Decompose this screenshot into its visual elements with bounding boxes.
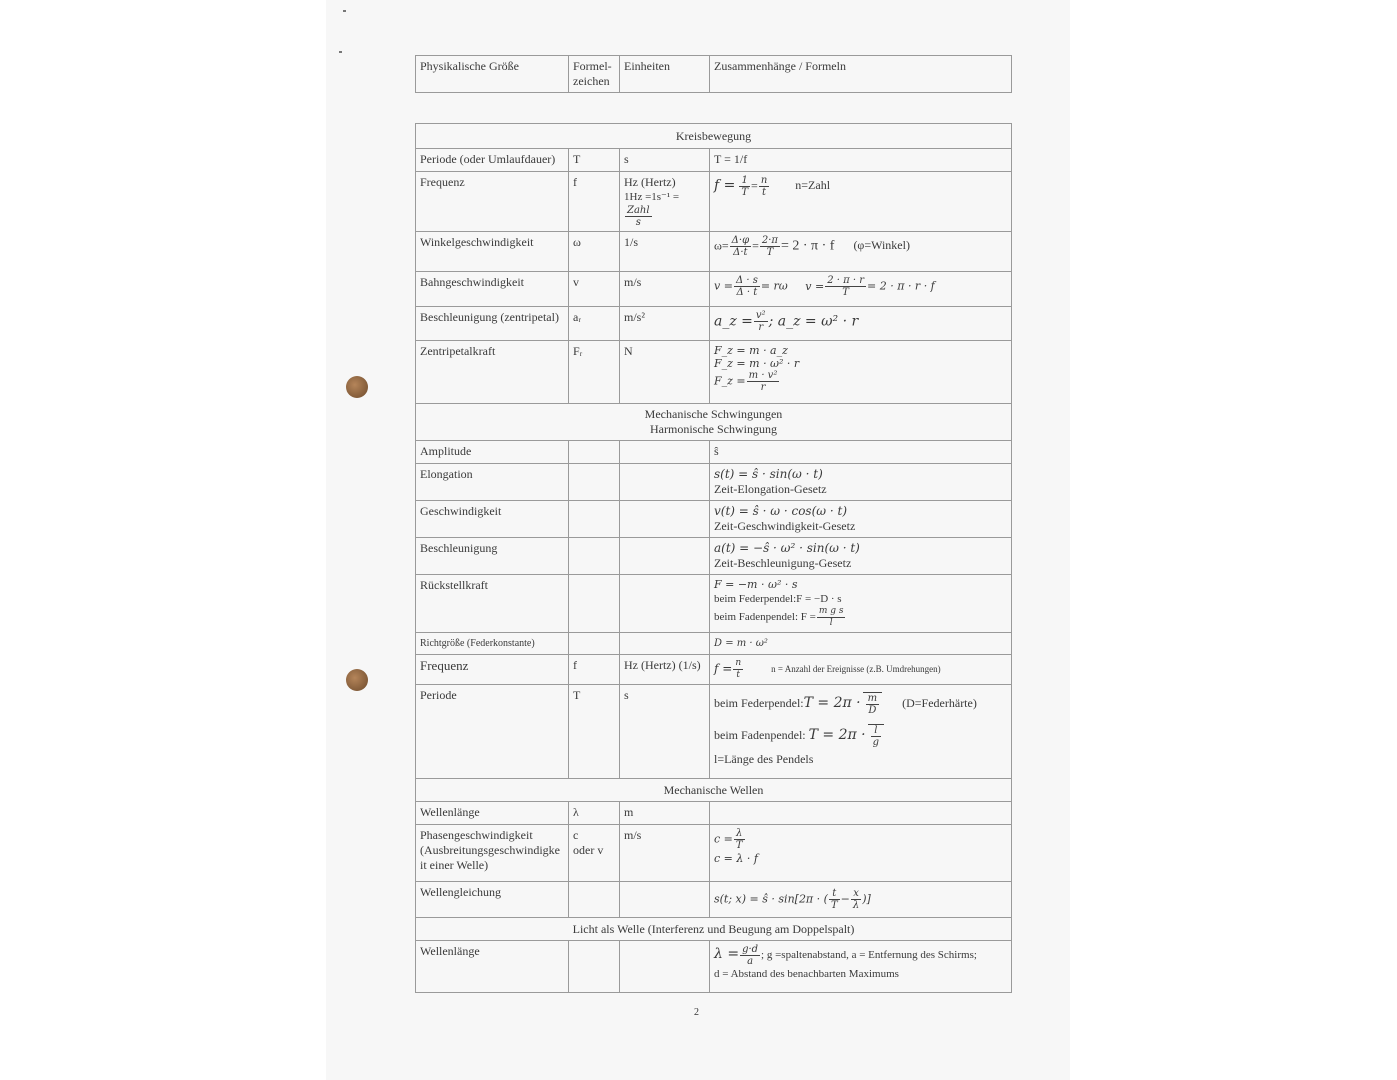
formula-line: a(t) = −ŝ · ω² · sin(ω · t) <box>714 541 860 555</box>
page-number: 2 <box>694 1007 699 1018</box>
formula-part: beim Federpendel: <box>714 695 804 710</box>
quantity-symbol: T <box>569 685 620 779</box>
quantity-unit: 1/s <box>620 232 710 272</box>
formula-line: l=Länge des Pendels <box>714 752 814 766</box>
formula-note: n = Anzahl der Ereignisse (z.B. Umdrehungen) <box>771 664 941 675</box>
formula-table <box>415 123 1012 993</box>
quantity-name: Frequenz <box>416 172 569 232</box>
quantity-name: Geschwindigkeit <box>416 501 569 538</box>
table-row <box>416 272 1012 307</box>
frac-den: r <box>760 382 766 393</box>
formula <box>710 941 1012 993</box>
formula <box>710 538 1012 575</box>
frac-num: λ <box>734 828 745 840</box>
frac-num: 2 · π · r <box>827 275 865 286</box>
formula-part: F_z = <box>714 374 746 388</box>
formula-line: c = λ · f <box>714 852 758 865</box>
table-row <box>416 882 1012 918</box>
frac-den: a <box>747 956 754 967</box>
formula: f = $\frac{1}{T}$ = $\frac{n}{t}$ n=Zahl <box>710 172 1012 232</box>
header-quantity: Physikalische Größe <box>416 56 569 93</box>
quantity-unit <box>620 172 710 232</box>
punch-hole <box>346 669 368 691</box>
frac-den: s <box>635 217 641 228</box>
quantity-symbol: v <box>569 272 620 307</box>
quantity-name: Amplitude <box>416 441 569 464</box>
table-row <box>416 307 1012 341</box>
header-table <box>415 55 1012 93</box>
formula <box>710 825 1012 882</box>
table-row <box>416 464 1012 501</box>
speck <box>339 51 342 53</box>
table-row <box>416 685 1012 779</box>
table-row <box>416 149 1012 172</box>
header-units: Einheiten <box>620 56 710 93</box>
frac-num: t <box>829 888 840 900</box>
frac-den: T <box>735 840 743 851</box>
formula <box>710 685 1012 779</box>
table-row <box>416 232 1012 272</box>
formula-line: v(t) = ŝ · ω · cos(ω · t) <box>714 504 847 518</box>
formula-part: ω= <box>714 238 729 253</box>
formula-part: f = <box>714 177 736 194</box>
frac-num: Δ·φ <box>731 235 750 246</box>
formula-part: a_z = <box>714 313 753 330</box>
frac-num: m · v² <box>748 370 778 381</box>
table-row <box>416 825 1012 882</box>
quantity-name: Winkelgeschwindigkeit <box>416 232 569 272</box>
formula <box>710 882 1012 918</box>
unit-text: 1Hz =1s⁻¹ = <box>624 191 680 203</box>
quantity-name: Periode (oder Umlaufdauer) <box>416 149 569 172</box>
table-row <box>416 802 1012 825</box>
section-subtitle: Harmonische Schwingung <box>650 422 777 436</box>
formula-part: λ = <box>714 946 740 963</box>
section-mechanische-schwingungen <box>416 404 1012 441</box>
frac-num: g·d <box>742 944 759 955</box>
frac-den: r <box>758 322 764 333</box>
formula <box>710 501 1012 538</box>
quantity-name: Frequenz <box>416 655 569 685</box>
frac-den: t <box>762 187 767 198</box>
frac-num: m <box>867 693 878 704</box>
quantity-name: Bahngeschwindigkeit <box>416 272 569 307</box>
formula-part: ; a_z = ω² · r <box>768 313 859 330</box>
law-name: Zeit-Elongation-Gesetz <box>714 482 827 496</box>
frac-den: λ <box>852 900 860 911</box>
quantity-unit: s <box>620 685 710 779</box>
frac-den: l <box>829 618 833 628</box>
frac-num: x <box>851 888 861 900</box>
formula <box>710 575 1012 633</box>
formula-part: f = <box>714 661 733 676</box>
formula <box>710 464 1012 501</box>
frac-den: T <box>830 900 838 911</box>
symbol-line: oder v <box>573 843 604 857</box>
formula-part: s(t; x) = ŝ · sin[2π · ( <box>714 892 828 906</box>
frac-den: Δ·t <box>733 247 748 258</box>
table-row <box>416 941 1012 993</box>
law-name: Zeit-Beschleunigung-Gesetz <box>714 556 852 570</box>
frac-num: v² <box>755 310 766 321</box>
frac-num: 1 <box>739 175 750 187</box>
formula-part: = 2 · π · f <box>780 238 835 254</box>
frac-num: 2·π <box>761 235 778 246</box>
table-row <box>416 655 1012 685</box>
frac-den: t <box>736 670 741 680</box>
formula-part: v = <box>714 279 733 293</box>
formula-part: ; g =spaltenabstand, a = Entfernung des Schirms; <box>761 949 977 962</box>
table-row <box>416 538 1012 575</box>
frac-num: Zahl <box>627 205 650 216</box>
table-row <box>416 441 1012 464</box>
quantity-unit: N <box>620 341 710 404</box>
quantity-unit: Hz (Hertz) (1/s) <box>620 655 710 685</box>
quantity-symbol: T <box>569 149 620 172</box>
formula-part: − <box>840 892 850 906</box>
law-name: Zeit-Geschwindigkeit-Gesetz <box>714 519 856 533</box>
table-row <box>416 341 1012 404</box>
symbol-line: c <box>573 828 579 842</box>
speck <box>343 10 346 12</box>
frac-num: l <box>871 725 881 737</box>
quantity-name: Zentripetalkraft <box>416 341 569 404</box>
punch-hole <box>346 376 368 398</box>
formula-line: F_z = m · ω² · r <box>714 357 800 370</box>
frac-num: Δ · s <box>735 275 758 286</box>
quantity-name: Richtgröße (Federkonstante) <box>416 633 569 655</box>
header-symbol: Formel-zeichen <box>569 56 620 93</box>
formula-part: beim Fadenpendel: F = <box>714 611 816 624</box>
formula <box>710 341 1012 404</box>
quantity-unit: m <box>620 802 710 825</box>
section-title: Mechanische Schwingungen <box>644 407 783 421</box>
formula-part: beim Fadenpendel: <box>714 727 806 742</box>
formula-part: )] <box>862 892 871 906</box>
formula: ω= $\frac{\Delta\cdot\varphi}{\Delta\cdot t}$ = $\frac{2\cdot\pi}{T}$ = 2 · π · f (φ=Winkel) <box>710 232 1012 272</box>
frac-den: T <box>766 247 774 258</box>
frac-den: D <box>868 705 877 716</box>
quantity-symbol: Fᵣ <box>569 341 620 404</box>
quantity-symbol: ω <box>569 232 620 272</box>
formula-line: s(t) = ŝ · sin(ω · t) <box>714 467 823 481</box>
quantity-name: Periode <box>416 685 569 779</box>
quantity-name: Beschleunigung (zentripetal) <box>416 307 569 341</box>
formula-part: = rω <box>760 279 788 293</box>
formula-line: F = −m · ω² · s <box>714 578 798 591</box>
formula-part: c = <box>714 832 733 846</box>
table-row <box>416 172 1012 232</box>
quantity-name: Wellenlänge <box>416 802 569 825</box>
frac-den: T <box>741 187 749 198</box>
quantity-unit: m/s <box>620 272 710 307</box>
quantity-symbol: λ <box>569 802 620 825</box>
formula: T = 1/f <box>710 149 1012 172</box>
formula-line: F_z = m · a_z <box>714 344 788 357</box>
section-licht-als-welle: Licht als Welle (Interferenz und Beugung am Doppelspalt) <box>416 918 1012 941</box>
formula-part: T = 2π · <box>803 694 861 711</box>
quantity-symbol: f <box>569 655 620 685</box>
formula-part: v = <box>805 279 825 293</box>
unit-text: Hz (Hertz) <box>624 175 676 189</box>
quantity-name: Elongation <box>416 464 569 501</box>
formula <box>710 655 1012 685</box>
quantity-unit: m/s <box>620 825 710 882</box>
section-mechanische-wellen: Mechanische Wellen <box>416 779 1012 802</box>
frac-num: m g s <box>818 606 844 616</box>
formula <box>710 272 1012 307</box>
formula-note: (φ=Winkel) <box>853 238 910 253</box>
frac-den: T <box>842 287 849 298</box>
frac-den: g <box>872 737 880 748</box>
quantity-name: Wellenlänge <box>416 941 569 993</box>
section-kreisbewegung: Kreisbewegung <box>416 124 1012 149</box>
formula-line: beim Federpendel:F = −D · s <box>714 593 842 605</box>
frac-den: Δ · t <box>736 287 758 298</box>
quantity-name: Wellengleichung <box>416 882 569 918</box>
header-formulas: Zusammenhänge / Formeln <box>710 56 1012 93</box>
quantity-unit: m/s² <box>620 307 710 341</box>
table-row <box>416 501 1012 538</box>
quantity-unit: s <box>620 149 710 172</box>
formula-note: n=Zahl <box>795 178 831 193</box>
frac-num: n <box>735 658 742 668</box>
formula: ŝ <box>710 441 1012 464</box>
formula-line: d = Abstand des benachbarten Maximums <box>714 968 899 980</box>
quantity-name: Phasengeschwindigkeit (Ausbreitungsgeschwindigke it einer Welle) <box>416 825 569 882</box>
formula-note: (D=Federhärte) <box>902 695 977 710</box>
formula-part: T = 2π · <box>808 726 866 743</box>
quantity-symbol <box>569 825 620 882</box>
formula <box>710 307 1012 341</box>
formula-part: = 2 · π · r · f <box>867 279 935 293</box>
frac-num: n <box>760 175 768 186</box>
table-row <box>416 633 1012 655</box>
quantity-name: Rückstellkraft <box>416 575 569 633</box>
quantity-symbol: aᵣ <box>569 307 620 341</box>
quantity-name: Beschleunigung <box>416 538 569 575</box>
table-row <box>416 575 1012 633</box>
formula: D = m · ω² <box>710 633 1012 655</box>
quantity-symbol: f <box>569 172 620 232</box>
